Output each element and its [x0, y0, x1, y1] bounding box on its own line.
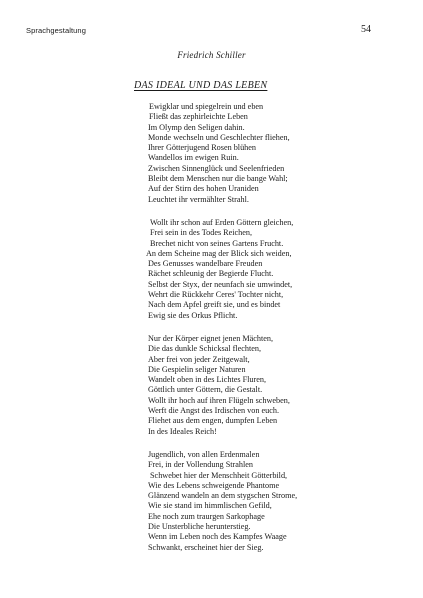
poem-line: Frei, in der Vollendung Strahlen: [148, 460, 253, 470]
poem-line: Wollt ihr hoch auf ihren Flügeln schweben,: [148, 395, 290, 405]
poem-line: Monde wechseln und Geschlechter fliehen,: [148, 132, 290, 142]
poem-line: Göttlich unter Göttern, die Gestalt.: [148, 385, 263, 395]
stanza-3: [148, 334, 388, 437]
poem-line: Rächet schleunig der Begierde Flucht.: [148, 269, 274, 279]
page-number: 54: [361, 24, 371, 35]
poem-body: [148, 102, 388, 566]
poem-line: Selbst der Styx, der neunfach sie umwindet,: [148, 279, 293, 289]
poem-line: Jugendlich, von allen Erdenmalen: [148, 449, 260, 459]
poem-line: Fliehet aus dem engen, dumpfen Leben: [148, 416, 278, 426]
stanza-2: [148, 218, 388, 321]
poem-line: Werft die Angst des Irdischen von euch.: [148, 406, 279, 416]
poem-line: In des Ideales Reich!: [148, 426, 217, 436]
poem-line: Leuchtet ihr vermählter Strahl.: [148, 194, 249, 204]
poem-line: Fließt das zephirleichte Leben: [149, 112, 248, 122]
poem-line: Die das dunkle Schicksal flechten,: [148, 344, 261, 354]
poem-author: Friedrich Schiller: [177, 50, 246, 60]
poem-line: Wie sie stand im himmlischen Gefild,: [148, 501, 272, 511]
poem-title: DAS IDEAL UND DAS LEBEN: [134, 80, 268, 91]
poem-line: Wie des Lebens schweigende Phantome: [148, 480, 280, 490]
poem-line: Glänzend wandeln an dem stygschen Strome,: [148, 491, 298, 501]
poem-line: Aber frei von jeder Zeitgewalt,: [148, 354, 250, 364]
poem-line: Die Gespielin seliger Naturen: [148, 364, 246, 374]
poem-line: Brechet nicht von seines Gartens Frucht.: [150, 238, 284, 248]
poem-line: Im Olymp den Seligen dahin.: [148, 122, 245, 132]
poem-line: Wenn im Leben noch des Kampfes Waage: [148, 532, 287, 542]
stanza-1: [148, 102, 388, 205]
poem-line: Schwankt, erscheinet hier der Sieg.: [148, 542, 264, 552]
poem-line: Nur der Körper eignet jenen Mächten,: [148, 333, 274, 343]
poem-line: Wandellos im ewigen Ruin.: [148, 153, 239, 163]
poem-line: Nach dem Apfel greift sie, und es bindet: [148, 300, 281, 310]
poem-line: Die Unsterbliche herunterstieg.: [148, 521, 251, 531]
poem-line: Wehrt die Rückkehr Ceres' Tochter nicht,: [148, 290, 284, 300]
running-header: Sprachgestaltung: [26, 26, 86, 35]
poem-line: Schwebet hier der Menschheit Götterbild,: [150, 470, 288, 480]
poem-line: Wollt ihr schon auf Erden Göttern gleichen,: [150, 217, 294, 227]
poem-line: Des Genusses wandelbare Freuden: [148, 259, 263, 269]
poem-line: An dem Scheine mag der Blick sich weiden,: [146, 248, 292, 258]
poem-line: Wandelt oben in des Lichtes Fluren,: [148, 375, 267, 385]
poem-line: Ehe noch zum traurgen Sarkophage: [148, 511, 265, 521]
poem-line: Auf der Stirn des hohen Uraniden: [148, 184, 259, 194]
poem-line: Ewig sie des Orkus Pflicht.: [148, 310, 238, 320]
stanza-4: [148, 450, 388, 553]
poem-line: Bleibt dem Menschen nur die bange Wahl;: [148, 174, 288, 184]
poem-line: Ihrer Götterjugend Rosen blühen: [148, 143, 257, 153]
poem-line: Ewigklar und spiegelrein und eben: [149, 102, 264, 111]
poem-line: Zwischen Sinnenglück und Seelenfrieden: [148, 163, 285, 173]
poem-line: Frei sein in des Todes Reichen,: [150, 228, 253, 238]
